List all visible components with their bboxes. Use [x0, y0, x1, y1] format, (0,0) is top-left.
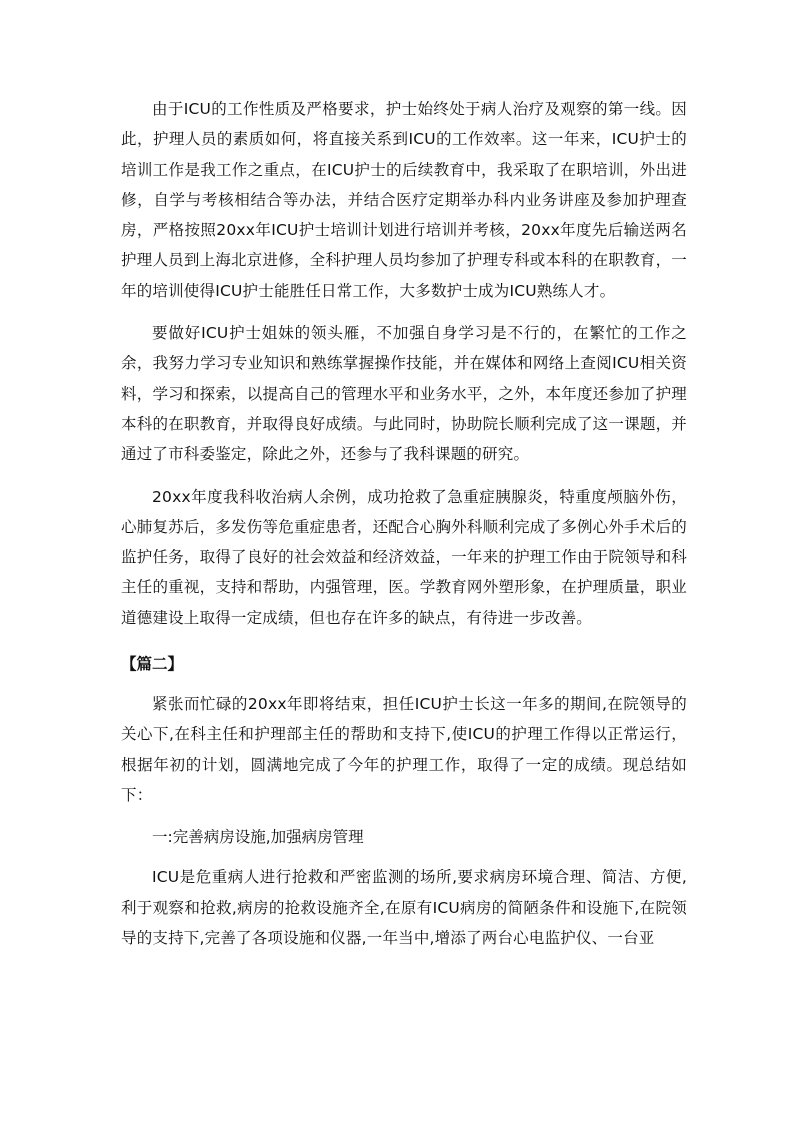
- subheading-ward-management: 一:完善病房设施,加强病房管理: [152, 828, 364, 847]
- paragraph-annual-results: 20xx年度我科收治病人余例，成功抢救了急重症胰腺炎，特重度颅脑外伤，心肺复苏后，多发伤等危重症患者，还配合心胸外科顺利完成了多例心外手术后的监护任务，取得了良好的社会效益和经济效益，一年来的护理工作由于院领导和科主任的重视，支持和帮助，内强管理，医。学教育网外塑形象，在护理质量，职业道德建设上取得一定成绩，但也存在许多的缺点，有待进一步改善。: [121, 487, 687, 627]
- paragraph-self-study: 要做好ICU护士姐妹的领头雁，不加强自身学习是不行的，在繁忙的工作之余，我努力学习专业知识和熟练掌握操作技能，并在媒体和网络上查阅ICU相关资料，学习和探索，以提高自己的管理水平和业务水平，之外，本年度还参加了护理本科的在职教育，并取得良好成绩。与此同时，协助院长顺利完成了这一课题，并通过了市科委鉴定，除此之外，还参与了我科课题的研究。: [121, 324, 687, 464]
- paragraph-icu-training: 由于ICU的工作性质及严格要求，护士始终处于病人治疗及观察的第一线。因此，护理人员的素质如何，将直接关系到ICU的工作效率。这一年来，ICU护士的培训工作是我工作之重点，在ICU护士的后续教育中，我采取了在职培训，外出进修，自学与考核相结合等办法，并结合医疗定期举办科内业务讲座及参加护理查房，严格按照20xx年ICU护士培训计划进行培训并考核，20xx年度先后输送两名护理人员到上海北京进修，全科护理人员均参加了护理专科或本科的在职教育，一年的培训使得ICU护士能胜任日常工作，大多数护士成为ICU熟练人才。: [121, 100, 687, 300]
- paragraph-summary-intro: 紧张而忙碌的20xx年即将结束，担任ICU护士长这一年多的期间,在院领导的关心下,在科主任和护理部主任的帮助和支持下,使ICU的护理工作得以正常运行，根据年初的计划，圆满地完成了今年的护理工作，取得了一定的成绩。现总结如下：: [121, 695, 687, 804]
- paragraph-ward-facilities: ICU是危重病人进行抢救和严密监测的场所,要求病房环境合理、简洁、方便,利于观察和抢救,病房的抢救设施齐全,在原有ICU病房的简陋条件和设施下,在院领导的支持下,完善了各项设施和仪器,一年当中,增添了两台心电监护仪、一台亚: [121, 868, 687, 947]
- section-heading: 【篇二】: [121, 655, 184, 674]
- document-body: [121, 94, 687, 953]
